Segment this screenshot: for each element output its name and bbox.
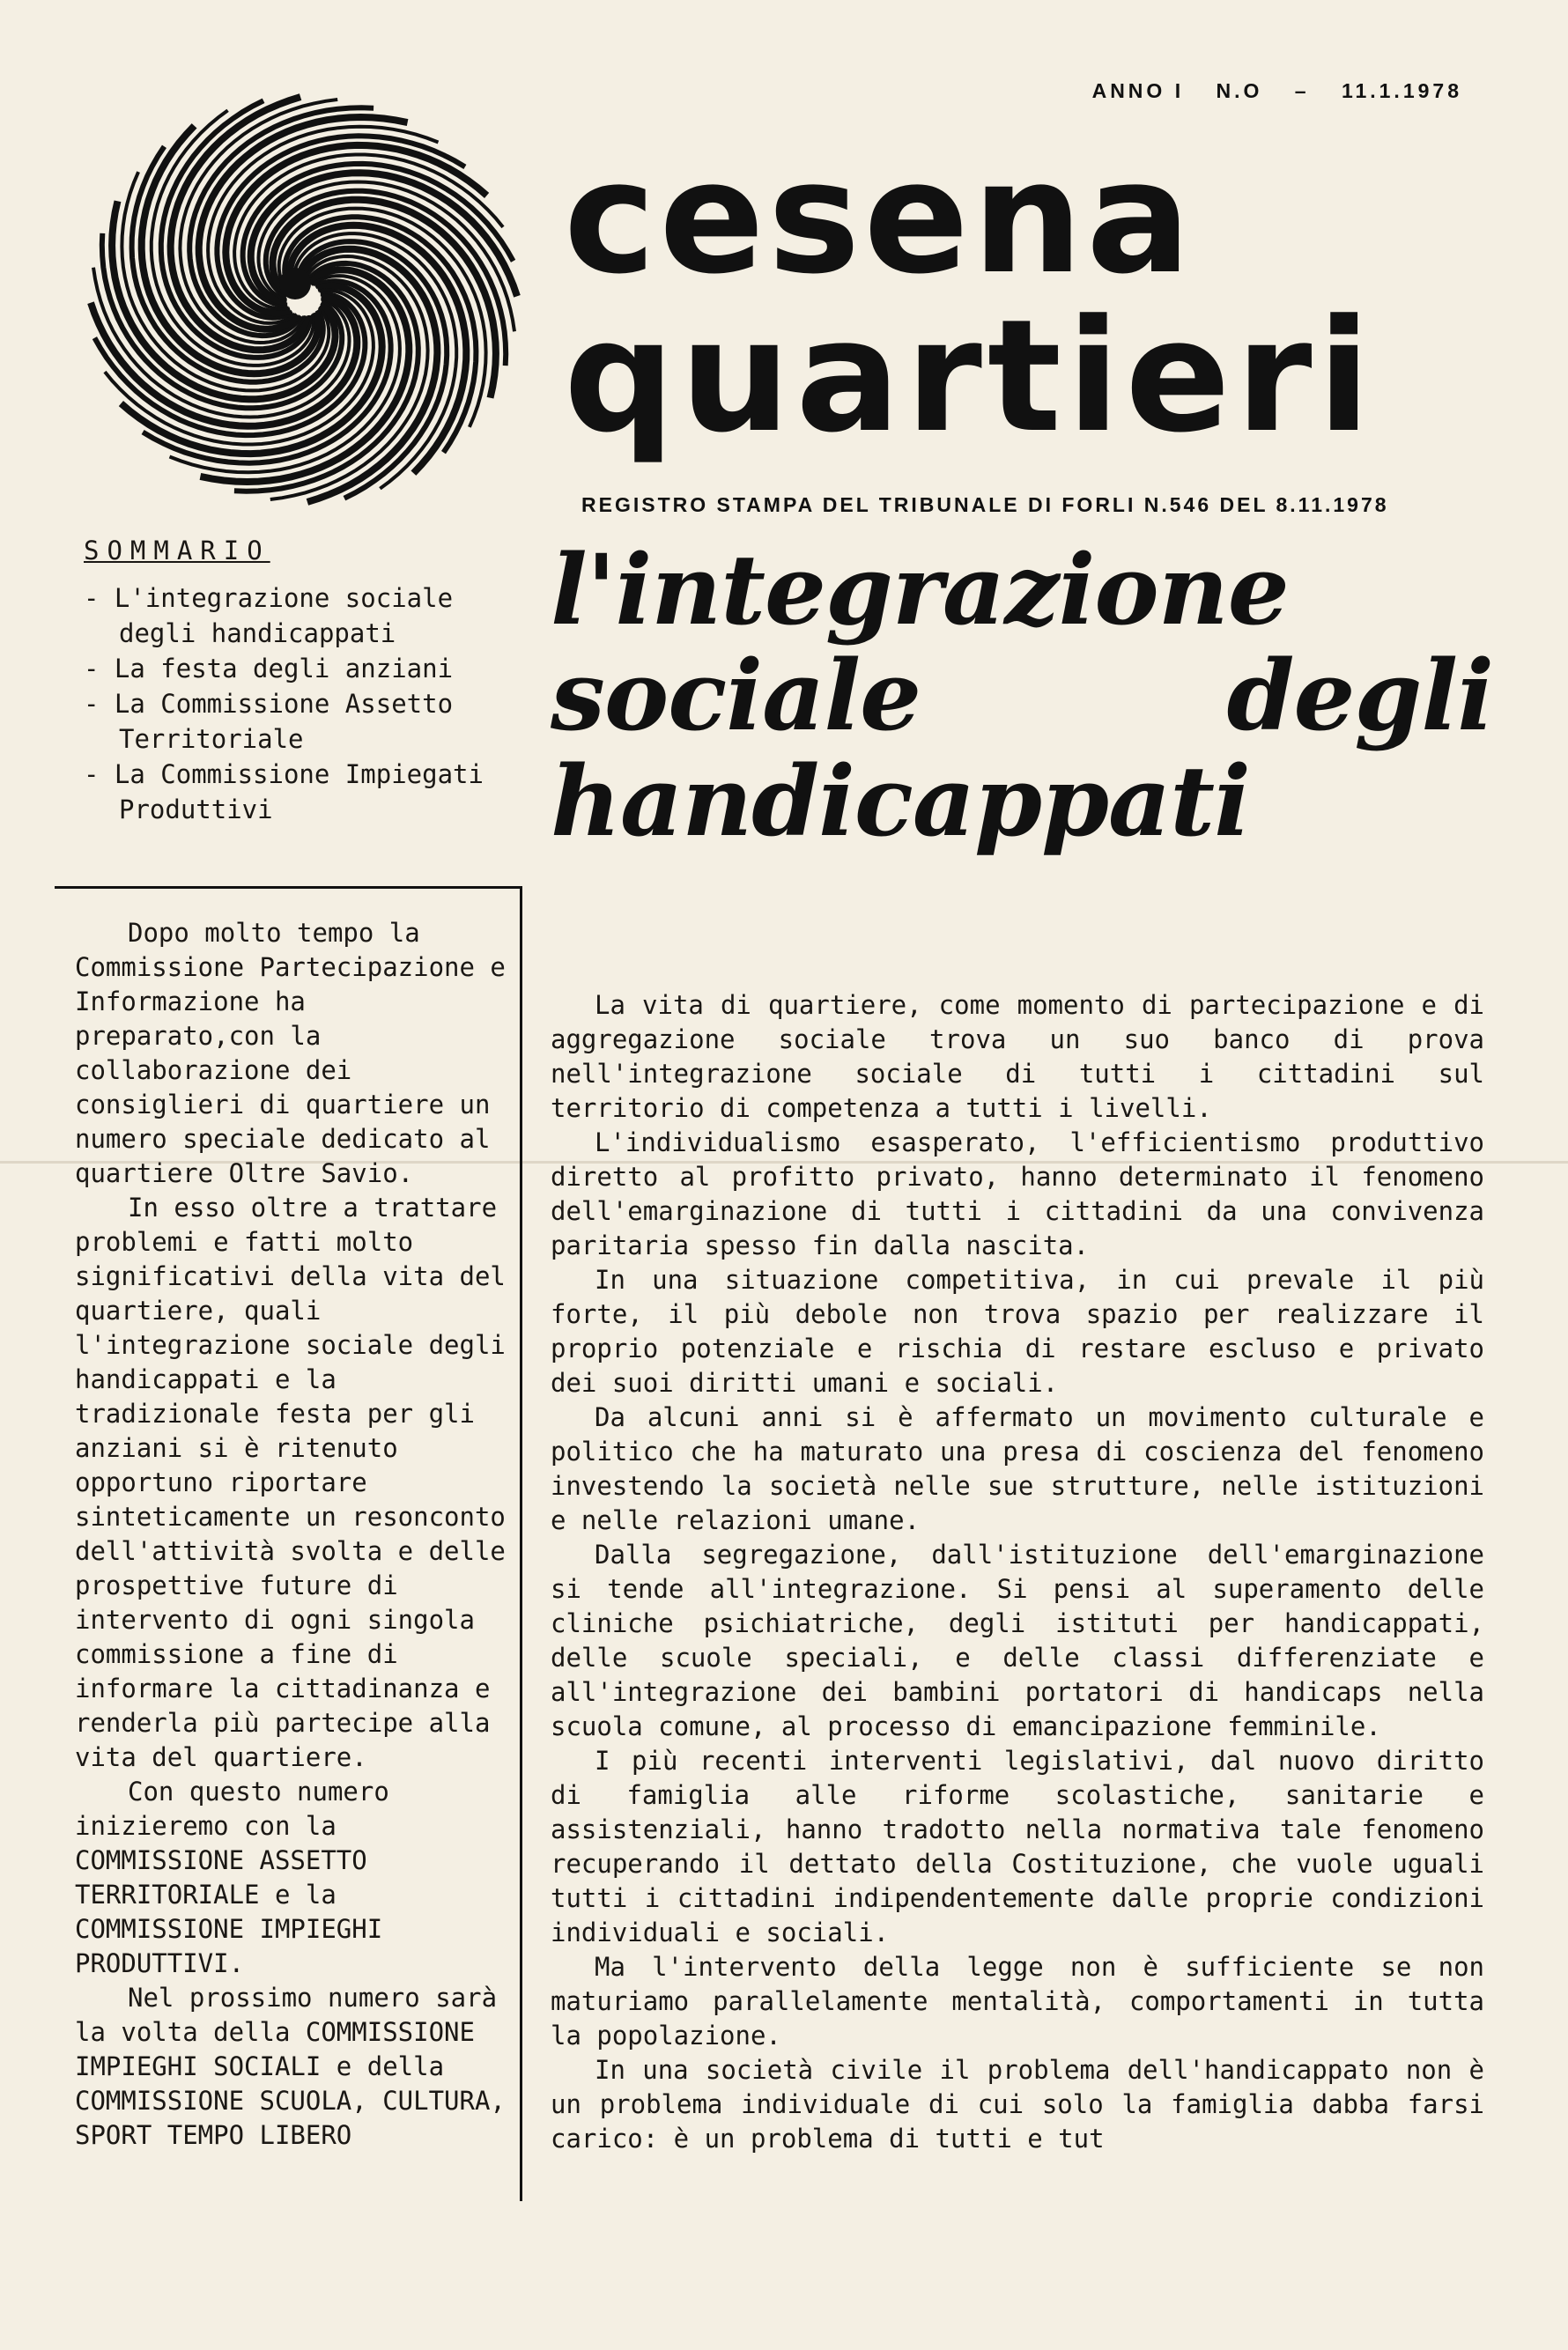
- registration-line: REGISTRO STAMPA DEL TRIBUNALE DI FORLI N.546 DEL 8.11.1978: [581, 493, 1389, 516]
- headline-line3: handicappati: [551, 744, 1250, 858]
- intro-column: [75, 916, 521, 2153]
- table-of-contents: [84, 533, 524, 827]
- spiral-logo: [84, 88, 524, 511]
- article-paragraph: La vita di quartiere, come momento di partecipazione e di aggregazione sociale trova un suo banco di prova nell'integrazione sociale di tutti i cittadini sul territorio di competenza a tutti i livelli.: [551, 990, 1484, 1123]
- headline-line1: l'integrazione: [551, 533, 1289, 647]
- toc-item: - L'integrazione sociale degli handicappati: [84, 583, 454, 648]
- toc-title: SOMMARIO: [84, 536, 270, 565]
- issue-date: 11.1.1978: [1341, 79, 1462, 102]
- issue-info: [1092, 79, 1462, 103]
- masthead-title-line1: cesena: [564, 128, 1194, 308]
- masthead-title-line2: quartieri: [564, 286, 1376, 467]
- article-paragraph: I più recenti interventi legislativi, dal nuovo diritto di famiglia alle riforme scolastiche, sanitarie e assistenziali, hanno tradotto nella normativa tale fenomeno recuperando il dettato della Costituzione, che vuole uguali tutti i cittadini indipendentemente dalle proprie condizioni individuali e sociali.: [551, 1746, 1484, 1947]
- issue-number: N.O: [1216, 79, 1263, 102]
- toc-item: - La Commissione Impiegati Produttivi: [84, 759, 484, 824]
- intro-paragraph: Con questo numero inizieremo con la COMMISSIONE ASSETTO TERRITORIALE e la COMMISSIONE IMPIEGHI PRODUTTIVI.: [75, 1777, 405, 1978]
- article-paragraph: Ma l'intervento della legge non è sufficiente se non maturiamo parallelamente mentalità, comportamenti in tutta la popolazione.: [551, 1952, 1484, 2051]
- article-paragraph: Da alcuni anni si è affermato un movimento culturale e politico che ha maturato una presa di coscienza del fenomeno investendo la società nelle sue strutture, nelle istituzioni e nelle relazioni umane.: [551, 1402, 1484, 1535]
- headline: [551, 533, 1493, 858]
- issue-year: ANNO I: [1091, 79, 1185, 102]
- headline-line2: sociale degli: [551, 639, 1493, 752]
- article-body: [551, 988, 1484, 2156]
- issue-dash: –: [1294, 79, 1310, 102]
- article-paragraph: In una situazione competitiva, in cui prevale il più forte, il più debole non trova spazio per realizzare il proprio potenziale e rischia di restare escluso e privato dei suoi diritti umani e sociali.: [551, 1265, 1484, 1398]
- intro-paragraph: Nel prossimo numero sarà la volta della COMMISSIONE IMPIEGHI SOCIALI e della COMMISSIONE SCUOLA, CULTURA, SPORT TEMPO LIBERO: [75, 1983, 521, 2150]
- toc-item: - La Commissione Assetto Territoriale: [84, 689, 454, 754]
- intro-paragraph: Dopo molto tempo la Commissione Partecipazione e Informazione ha preparato,con la collaborazione dei consiglieri di quartiere un numero speciale dedicato al quartiere Oltre Savio.: [75, 918, 521, 1188]
- toc-item: - La festa degli anziani: [84, 654, 454, 684]
- masthead: [564, 128, 1489, 467]
- article-paragraph: L'individualismo esasperato, l'efficientismo produttivo diretto al profitto privato, hanno determinato il fenomeno dell'emarginazione di tutti i cittadini da una convivenza paritaria spesso fin dalla nascita.: [551, 1127, 1484, 1260]
- intro-paragraph: In esso oltre a trattare problemi e fatti molto significativi della vita del quartiere, quali l'integrazione sociale degli handicappati e la tradizionale festa per gli anziani si è ritenuto opportuno riportare sinteticamente un resonconto dell'attività svolta e delle prospettive future di intervento di ogni singola commissione a fine di informare la cittadinanza e renderla più partecipe alla vita del quartiere.: [75, 1193, 521, 1772]
- article-paragraph: In una società civile il problema dell'handicappato non è un problema individuale di cui solo la famiglia dabba farsi carico: è un problema di tutti e tut: [551, 2055, 1484, 2154]
- article-paragraph: Dalla segregazione, dall'istituzione dell'emarginazione si tende all'integrazione. Si pensi al superamento delle cliniche psichiatriche, degli istituti per handicappati, delle scuole speciali, e delle classi differenziate e all'integrazione dei bambini portatori di handicaps nella scuola comune, al processo di emancipazione femminile.: [551, 1540, 1484, 1741]
